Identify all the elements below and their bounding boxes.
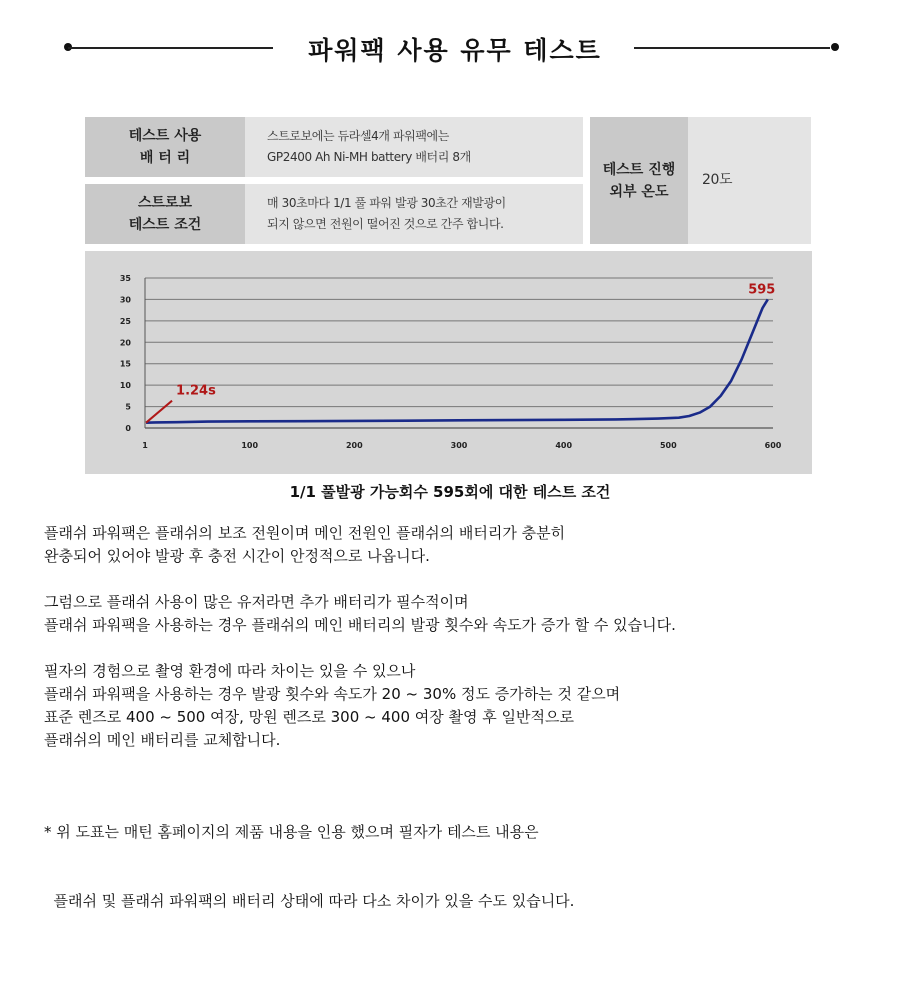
x-tick-label: 300 xyxy=(450,441,468,450)
battery-info-value xyxy=(245,117,583,177)
x-tick-label: 500 xyxy=(659,441,677,450)
paragraph-line: 플래쉬 파워팩은 플래쉬의 보조 전원이며 메인 전원인 플래쉬의 배터리가 충분히 xyxy=(44,524,566,542)
annotation-label: 595 xyxy=(748,282,776,298)
body-text xyxy=(44,522,884,982)
y-tick-label: 5 xyxy=(125,402,131,412)
battery-label-line1: 테스트 사용 xyxy=(128,128,202,144)
strobe-condition-box xyxy=(85,184,583,244)
paragraph-line: 플래쉬 파워팩을 사용하는 경우 플래쉬의 메인 배터리의 발광 횟수와 속도가 증가 할 수 있습니다. xyxy=(44,616,676,634)
temperature-label-line1: 테스트 진행 xyxy=(602,161,676,178)
paragraph-3 xyxy=(44,660,884,752)
x-tick-label: 1 xyxy=(142,441,148,450)
temperature-box xyxy=(590,117,811,244)
x-tick-label: 600 xyxy=(764,441,782,450)
paragraph-line: 필자의 경험으로 촬영 환경에 따라 차이는 있을 수 있으나 xyxy=(44,662,416,680)
temperature-label-line2: 외부 온도 xyxy=(609,183,669,200)
paragraph-line: 표준 렌즈로 400 ~ 500 여장, 망원 렌즈로 300 ~ 400 여장 촬영 후 일반적으로 xyxy=(44,708,574,726)
annotation-pointer xyxy=(146,401,172,423)
paragraph-2 xyxy=(44,591,884,637)
paragraph-line: 완충되어 있어야 발광 후 충전 시간이 안정적으로 나옵니다. xyxy=(44,547,430,565)
battery-value-line1: 스트로보에는 듀라셀4개 파워팩에는 xyxy=(267,129,449,143)
battery-info-box xyxy=(85,117,583,177)
chart-caption: 1/1 풀발광 가능회수 595회에 대한 테스트 조건 xyxy=(289,483,611,501)
x-tick-label: 100 xyxy=(241,441,259,450)
battery-label-line2: 배 터 리 xyxy=(139,150,191,166)
chart-panel xyxy=(85,251,812,474)
paragraph-1 xyxy=(44,522,884,568)
y-tick-label: 20 xyxy=(119,338,131,348)
paragraph-line: 플래쉬의 메인 배터리를 교체합니다. xyxy=(44,731,281,749)
flash-count-chart xyxy=(85,251,812,474)
strobe-value-line2: 되지 않으면 전원이 떨어진 것으로 간주 합니다. xyxy=(267,217,504,231)
strobe-value-line1: 매 30초마다 1/1 풀 파워 발광 30초간 재발광이 xyxy=(267,196,506,210)
battery-info-label xyxy=(85,117,245,177)
y-tick-label: 0 xyxy=(125,424,131,433)
y-tick-label: 25 xyxy=(119,316,131,326)
temperature-value xyxy=(688,117,811,244)
page-title: 파워팩 사용 유무 테스트 xyxy=(308,36,602,65)
y-tick-label: 10 xyxy=(119,381,131,391)
y-tick-label: 35 xyxy=(119,274,131,283)
footnote-line: * 위 도표는 매틴 홈페이지의 제품 내용을 인용 했으며 필자가 테스트 내용은 xyxy=(44,823,539,841)
title-bullet-right xyxy=(831,43,839,51)
y-tick-label: 15 xyxy=(119,359,131,369)
temperature-label xyxy=(590,117,688,244)
title-row xyxy=(60,27,840,67)
strobe-label-line1: 스트로보 xyxy=(137,195,193,211)
strobe-condition-value xyxy=(245,184,583,244)
paragraph-line: 그럼으로 플래쉬 사용이 많은 유저라면 추가 배터리가 필수적이며 xyxy=(44,593,469,611)
annotation-label: 1.24s xyxy=(176,383,216,399)
series-line xyxy=(146,299,768,422)
strobe-condition-label xyxy=(85,184,245,244)
footnote xyxy=(44,775,884,959)
y-tick-label: 30 xyxy=(119,295,131,305)
footnote-line: 플래쉬 및 플래쉬 파워팩의 배터리 상태에 따라 다소 차이가 있을 수도 있습니다. xyxy=(44,892,575,910)
strobe-label-line2: 테스트 조건 xyxy=(128,217,202,233)
paragraph-line: 플래쉬 파워팩을 사용하는 경우 발광 횟수와 속도가 20 ~ 30% 정도 증가하는 것 같으며 xyxy=(44,685,621,703)
title-rule-left xyxy=(68,47,273,49)
title-rule-right xyxy=(634,47,830,49)
x-tick-label: 200 xyxy=(345,441,363,450)
battery-value-line2: GP2400 Ah Ni-MH battery 배터리 8개 xyxy=(267,150,471,164)
temperature-value-text: 20도 xyxy=(702,172,733,188)
x-tick-label: 400 xyxy=(555,441,573,450)
